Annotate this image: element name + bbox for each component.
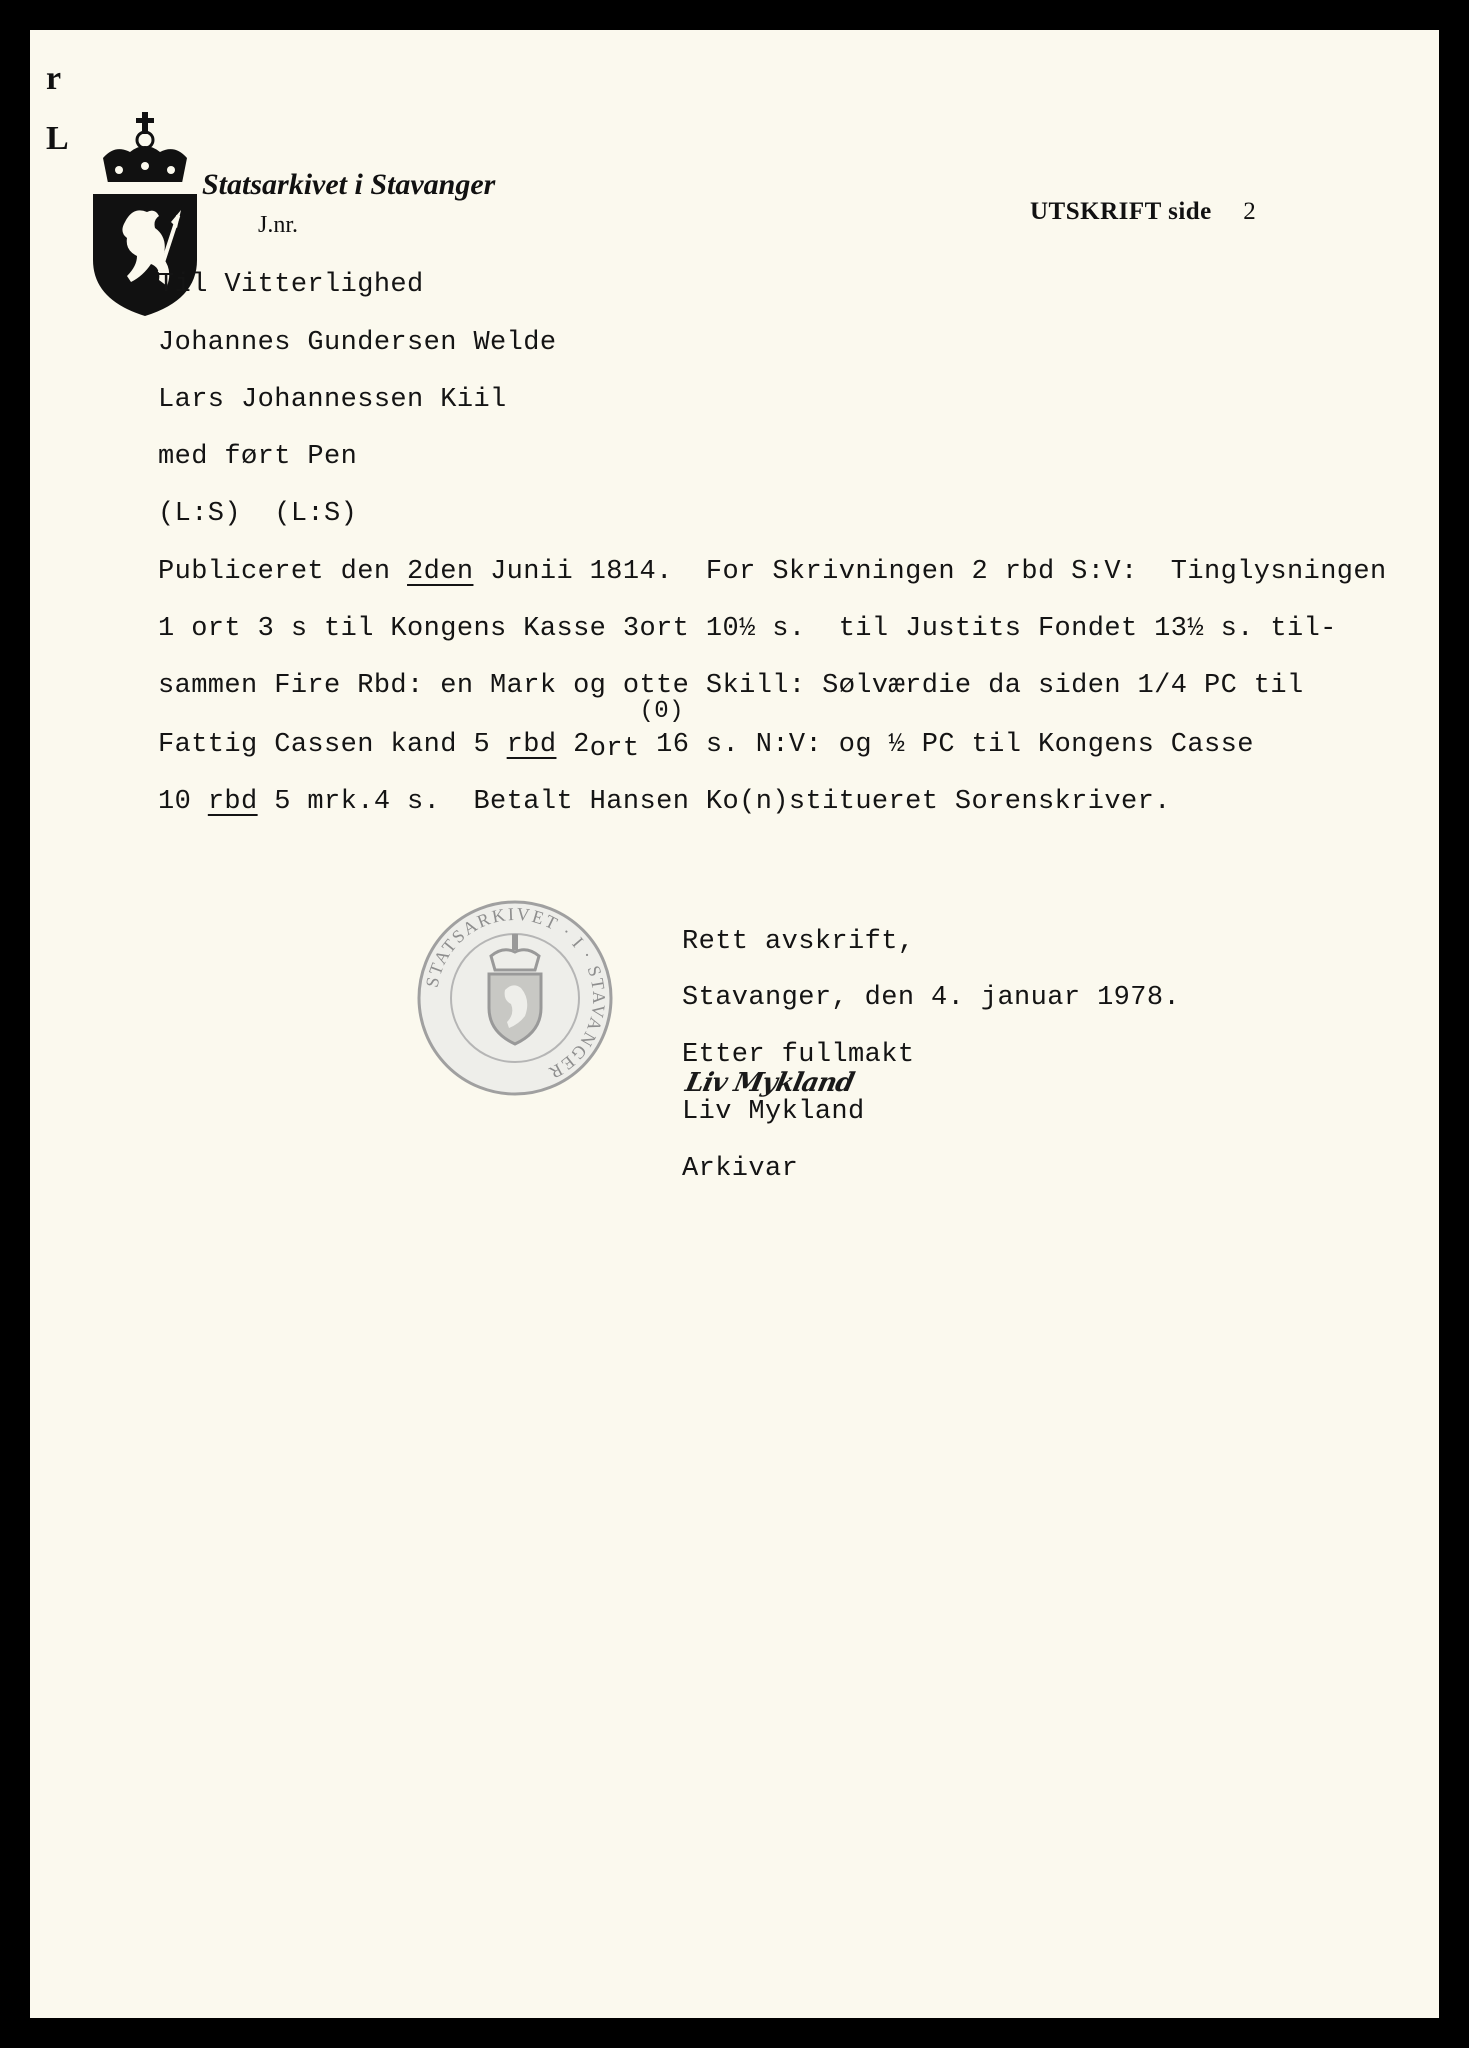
body-line-7: 1 ort 3 s til Kongens Kasse 3ort 10½ s. til Justits Fondet 13½ s. til- bbox=[158, 614, 1337, 644]
body-line-4: med ført Pen bbox=[158, 442, 358, 472]
closing-line-1: Rett avskrift, bbox=[682, 927, 915, 957]
journal-number-label: J.nr. bbox=[258, 212, 299, 238]
document-page bbox=[30, 30, 1439, 2018]
margin-mark-2: L bbox=[46, 120, 69, 157]
body-line-9-part-e: 16 s. N:V: og ½ PC til Kongens Casse bbox=[639, 730, 1254, 760]
closing-line-4: Liv Mykland bbox=[682, 1097, 865, 1127]
body-line-6-part-c: Junii 1814. For Skrivningen 2 rbd S:V: Tinglysningen bbox=[473, 557, 1387, 587]
page-number: 2 bbox=[1243, 198, 1257, 225]
body-line-9 bbox=[158, 698, 1254, 764]
body-line-10 bbox=[158, 787, 1171, 817]
body-line-2: Johannes Gundersen Welde bbox=[158, 328, 557, 358]
body-line-6-underlined: 2den bbox=[407, 557, 474, 587]
seal-text: STATSARKIVET · I · STAVANGER bbox=[421, 903, 610, 1084]
body-line-6-part-a: Publiceret den bbox=[158, 557, 408, 587]
signature: Liv Mykland bbox=[682, 1068, 857, 1098]
body-line-9-part-a: Fattig Cassen kand 5 bbox=[158, 730, 507, 760]
body-line-8: sammen Fire Rbd: en Mark og otte Skill: Sølværdie da siden 1/4 PC til bbox=[158, 671, 1304, 701]
body-line-10-underlined: rbd bbox=[207, 787, 258, 817]
closing-line-5: Arkivar bbox=[682, 1154, 799, 1184]
body-line-10-part-c: 5 mrk.4 s. Betalt Hansen Ko(n)stitueret Sorenskriver. bbox=[257, 787, 1171, 817]
body-line-9-ort: ort bbox=[589, 734, 640, 764]
page-label bbox=[1030, 198, 1256, 226]
margin-mark-1: r bbox=[46, 60, 62, 97]
body-line-9-sup-anchor bbox=[639, 698, 1254, 760]
official-seal-icon bbox=[415, 898, 615, 1098]
closing-line-3: Etter fullmakt bbox=[682, 1040, 915, 1070]
institution-name: Statsarkivet i Stavanger bbox=[202, 168, 496, 201]
body-line-9-underlined: rbd bbox=[506, 730, 557, 760]
body-line-6 bbox=[158, 557, 1387, 587]
body-line-3: Lars Johannessen Kiil bbox=[158, 385, 507, 415]
body-line-5: (L:S) (L:S) bbox=[158, 499, 358, 529]
body-line-1: Til Vitterlighed bbox=[158, 270, 424, 300]
body-line-10-part-a: 10 bbox=[158, 787, 208, 817]
closing-line-2: Stavanger, den 4. januar 1978. bbox=[682, 983, 1181, 1013]
superscript-zero: (0) bbox=[639, 698, 684, 725]
body-line-9-part-c: 2 bbox=[556, 730, 590, 760]
page-label-text: UTSKRIFT side bbox=[1030, 198, 1212, 225]
